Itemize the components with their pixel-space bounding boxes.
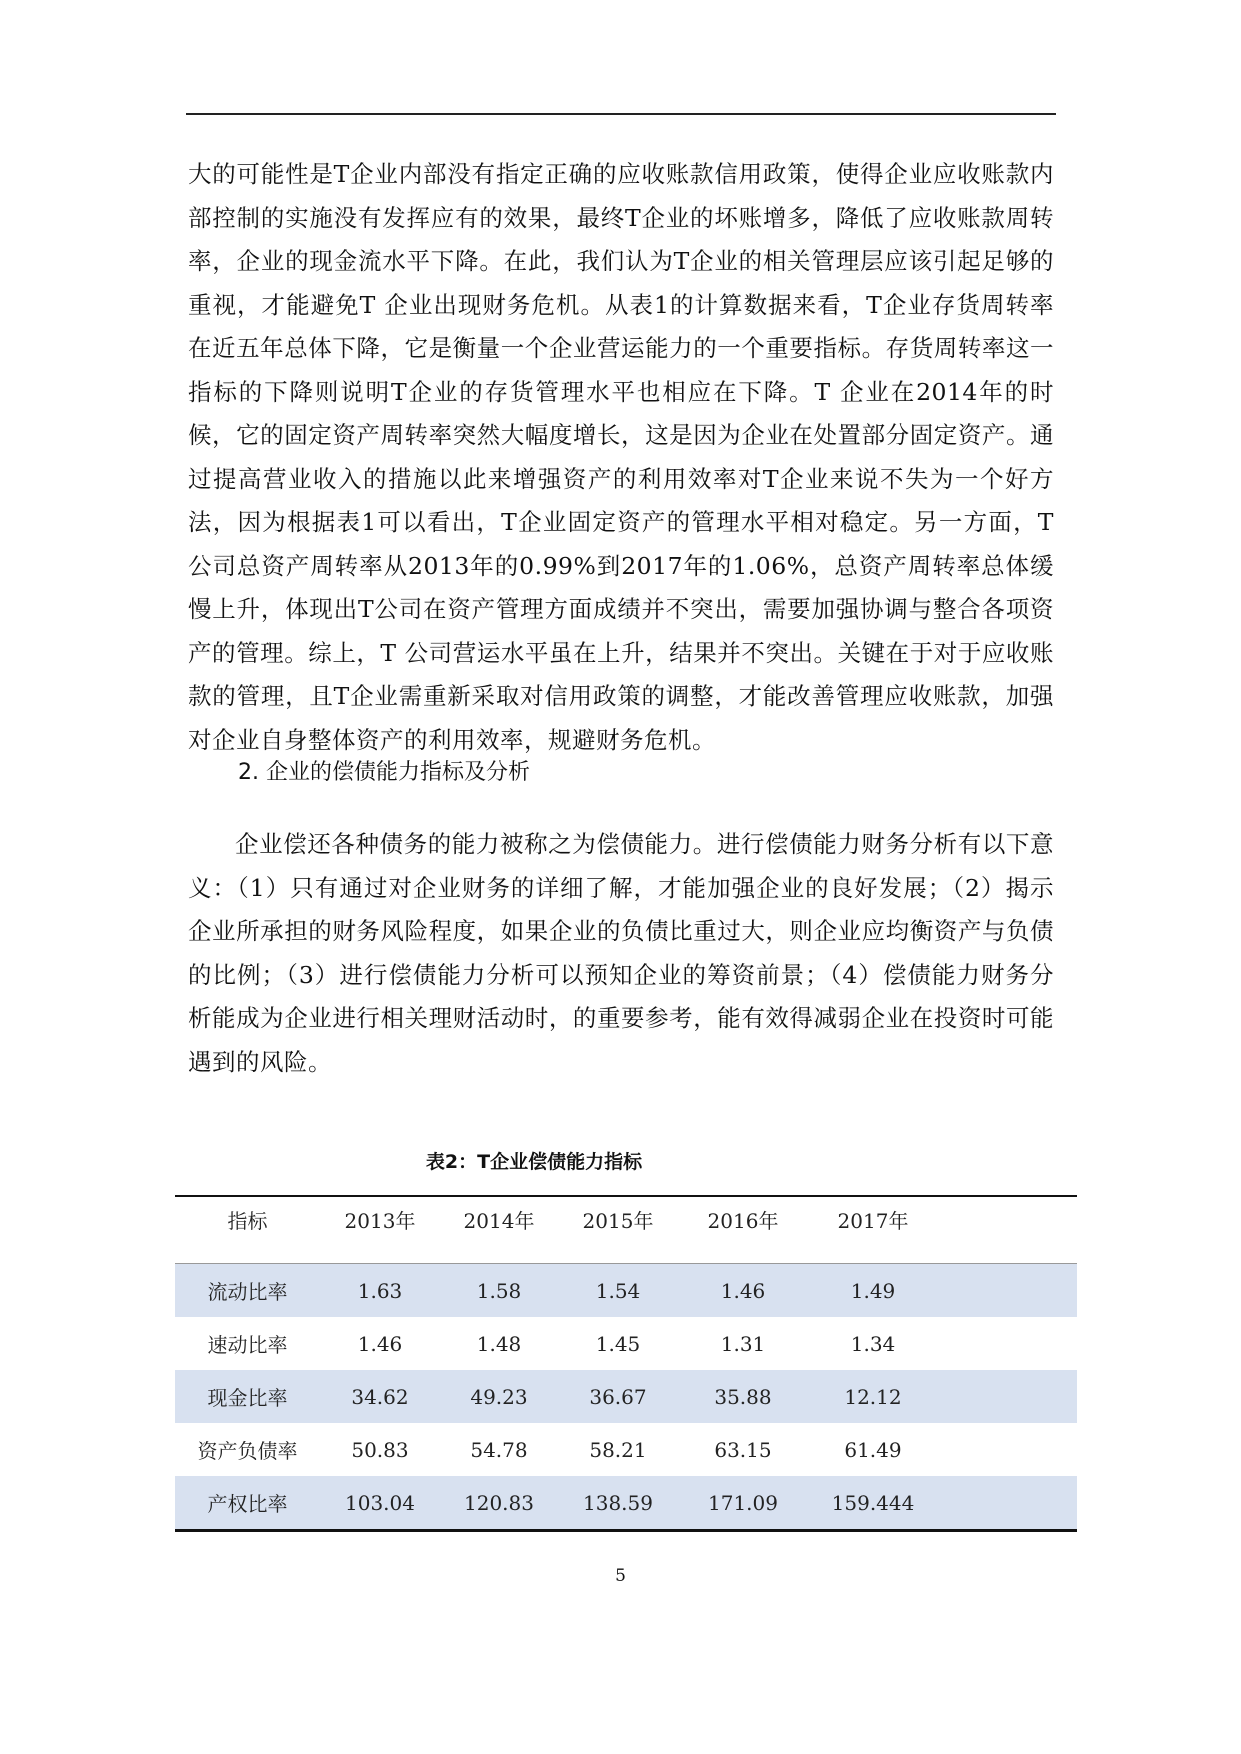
column-header: 2017年: [837, 1209, 909, 1233]
column-header: 2013年: [344, 1209, 416, 1233]
row-label: 现金比率: [175, 1370, 320, 1423]
column-header: 2014年: [463, 1209, 535, 1233]
column-header: 2016年: [707, 1209, 779, 1233]
table-cell: 1.34: [850, 1331, 896, 1356]
row-label: 产权比率: [175, 1476, 320, 1531]
table-cell: 103.04: [320, 1476, 440, 1531]
table-cell: [938, 1317, 1077, 1370]
table-cell: 50.83: [351, 1437, 409, 1462]
page-number: 5: [615, 1566, 626, 1586]
table-cell: 138.59: [558, 1476, 678, 1531]
table-cell: [938, 1476, 1077, 1531]
solvency-ratio-table: [175, 1195, 1077, 1532]
table-cell: 54.78: [470, 1437, 528, 1462]
table-cell: 120.83: [440, 1476, 558, 1531]
table-cell: 36.67: [558, 1370, 678, 1423]
column-header: 指标: [227, 1209, 268, 1233]
table-row: [175, 1264, 1077, 1318]
row-label: 资产负债率: [197, 1439, 298, 1463]
table-cell: [938, 1370, 1077, 1423]
table-row: [175, 1317, 1077, 1370]
table-header-row: [175, 1196, 1077, 1264]
table-cell: 34.62: [320, 1370, 440, 1423]
section-heading: 2. 企业的偿债能力指标及分析: [238, 760, 530, 785]
row-label: 速动比率: [207, 1333, 288, 1357]
table-cell: 1.31: [720, 1331, 766, 1356]
table-cell: 1.48: [476, 1331, 522, 1356]
table-cell: 159.444: [808, 1476, 938, 1531]
body-paragraph: 大的可能性是T企业内部没有指定正确的应收账款信用政策，使得企业应收账款内部控制的实施没有发挥应有的效果，最终T企业的坏账增多，降低了应收账款周转率，企业的现金流水平下降。在此，我们认为T企业的相关管理层应该引起足够的重视，才能避免T 企业出现财务危机。从表1的计算数据来看，T企业存货周转率在近五年总体下降，它是衡量一个企业营运能力的一个重要指标。存货周转率这一指标的下降则说明T企业的存货管理水平也相应在下降。T 企业在2014年的时候，它的固定资产周转率突然大幅度增长，这是因为企业在处置部分固定资产。通过提高营业收入的措施以此来增强资产的利用效率对T企业来说不失为一个好方法，因为根据表1可以看出，T企业固定资产的管理水平相对稳定。另一方面，T 公司总资产周转率从2013年的0.99%到2017年的1.06%，总资产周转率总体缓慢上升，体现出T公司在资产管理方面成绩并不突出，需要加强协调与整合各项资产的管理。综上，T 公司营运水平虽在上升，结果并不突出。关键在于对于应收账款的管理，且T企业需重新采取对信用政策的调整，才能改善管理应收账款，加强对企业自身整体资产的利用效率，规避财务危机。: [188, 160, 1054, 754]
table-cell: 1.45: [595, 1331, 641, 1356]
row-label: 流动比率: [175, 1264, 320, 1318]
table-row: [175, 1370, 1077, 1423]
table-cell: [938, 1423, 1077, 1476]
table-cell: 63.15: [714, 1437, 772, 1462]
body-paragraph: 企业偿还各种债务的能力被称之为偿债能力。进行偿债能力财务分析有以下意义：（1）只有通过对企业财务的详细了解，才能加强企业的良好发展；（2）揭示企业所承担的财务风险程度，如果企业的负债比重过大，则企业应均衡资产与负债的比例；（3）进行偿债能力分析可以预知企业的筹资前景；（4）偿债能力财务分析能成为企业进行相关理财活动时，的重要参考，能有效得减弱企业在投资时可能遇到的风险。: [188, 830, 1054, 1076]
table-cell: [938, 1264, 1077, 1318]
table-row: [175, 1423, 1077, 1476]
table-cell: 35.88: [678, 1370, 808, 1423]
table-row: [175, 1476, 1077, 1531]
table-cell: 1.46: [678, 1264, 808, 1318]
table-cell: 1.63: [320, 1264, 440, 1318]
table-cell: 58.21: [589, 1437, 647, 1462]
table-cell: 49.23: [440, 1370, 558, 1423]
column-header: [938, 1196, 1077, 1264]
table-caption: 表2：T企业偿债能力指标: [425, 1151, 643, 1173]
table-cell: 1.49: [808, 1264, 938, 1318]
table-cell: 171.09: [678, 1476, 808, 1531]
table-cell: 1.54: [558, 1264, 678, 1318]
table-cell: 12.12: [808, 1370, 938, 1423]
table-cell: 1.58: [440, 1264, 558, 1318]
table-cell: 1.46: [357, 1331, 403, 1356]
table-cell: 61.49: [844, 1437, 902, 1462]
column-header: 2015年: [582, 1209, 654, 1233]
header-rule: [186, 113, 1056, 115]
